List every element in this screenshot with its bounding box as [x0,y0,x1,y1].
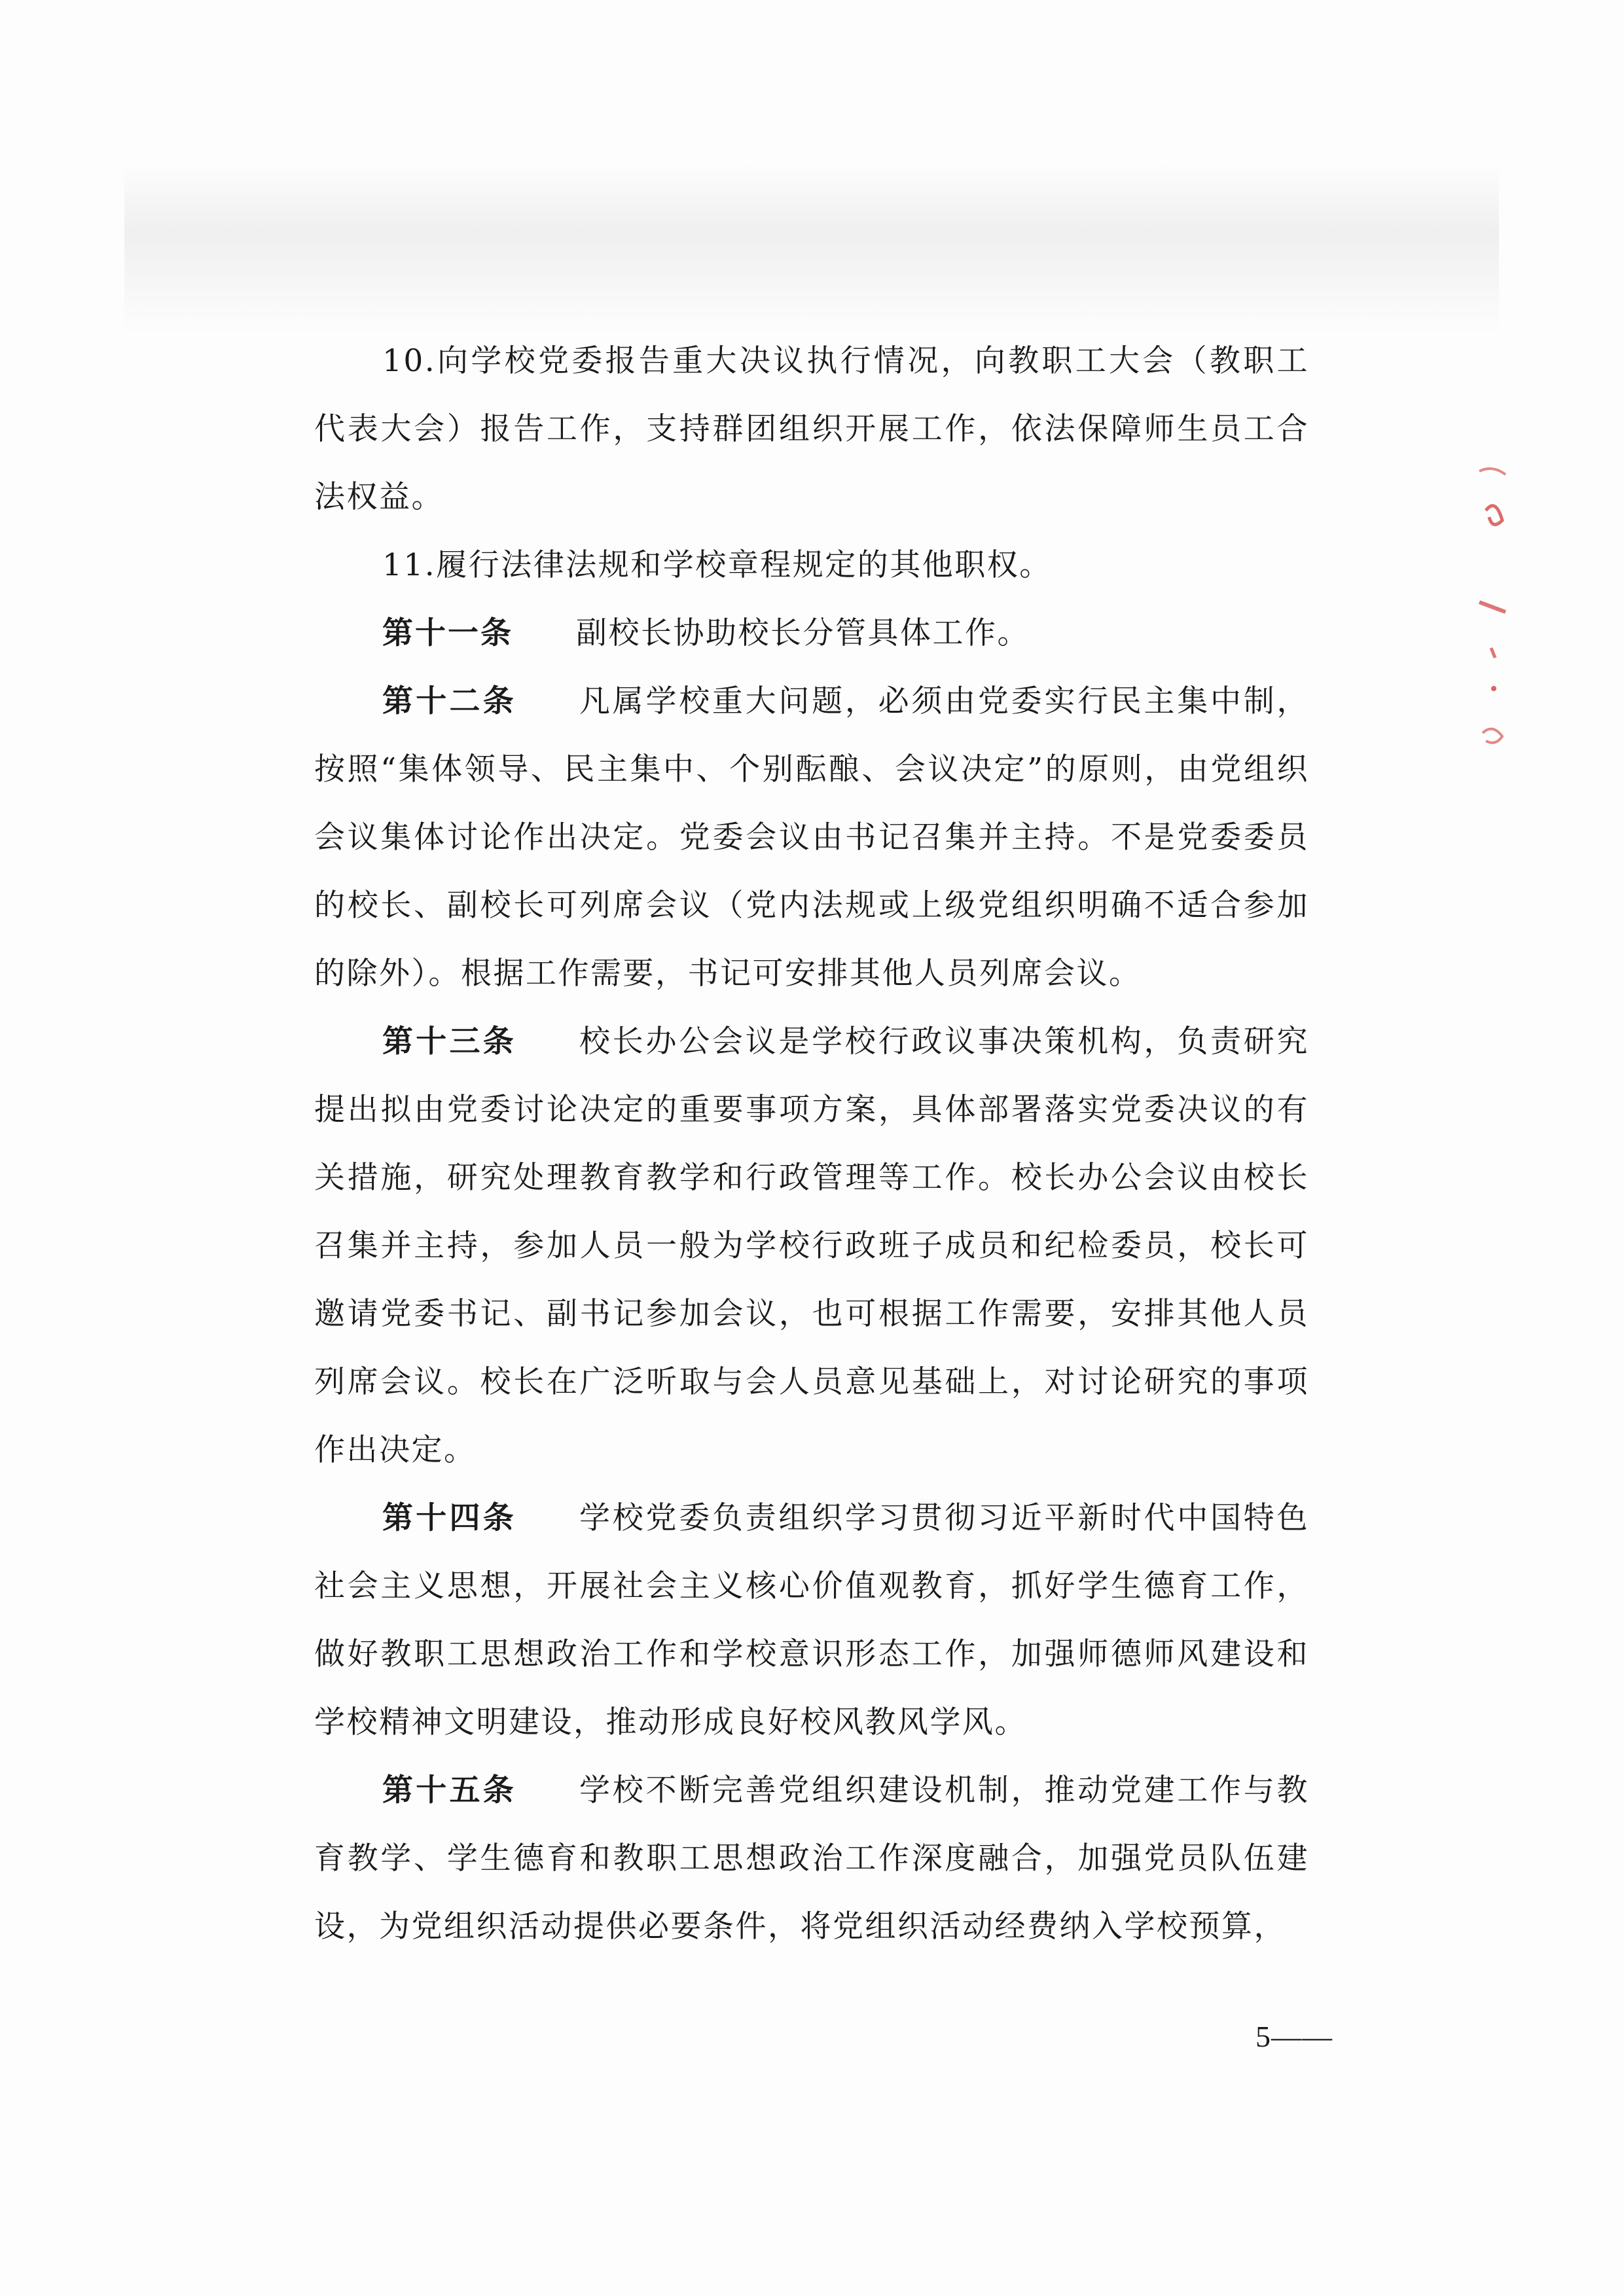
article-heading: 第十一条 [382,615,513,651]
article-13 [314,1008,1309,1484]
article-heading: 第十二条 [382,683,516,719]
article-12 [314,668,1309,1008]
paragraph-text: 11.履行法律法规和学校章程规定的其他职权。 [382,547,1052,583]
article-heading: 第十五条 [382,1772,516,1808]
paragraph-11 [314,531,1309,600]
scan-shadow [124,164,1499,334]
page-number: 5—— [1255,2020,1333,2053]
paragraph-text: 10.向学校党委报告重大决议执行情况，向教职工大会（教职工代表大会）报告工作，支持群团组织开展工作，依法保障师生员工合法权益。 [314,343,1309,515]
article-heading: 第十四条 [382,1500,516,1536]
paragraph-10 [314,327,1309,531]
article-text: 校长办公会议是学校行政议事决策机构，负责研究提出拟由党委讨论决定的重要事项方案，具体部署落实党委决议的有关措施，研究处理教育教学和行政管理等工作。校长办公会议由校长召集并主持，参加人员一般为学校行政班子成员和纪检委员，校长可邀请党委书记、副书记参加会议，也可根据工作需要，安排其他人员列席会议。校长在广泛听取与会人员意见基础上，对讨论研究的事项作出决定。 [314,1024,1310,1468]
article-text: 凡属学校重大问题，必须由党委实行民主集中制，按照“集体领导、民主集中、个别酝酿、会议决定”的原则，由党组织会议集体讨论作出决定。党委会议由书记召集并主持。不是党委委员的校长、副校长可列席会议（党内法规或上级党组织明确不适合参加的除外）。根据工作需要，书记可安排其他人员列席会议。 [314,683,1310,992]
seal-edge-marks [1466,458,1519,772]
article-heading: 第十三条 [382,1024,516,1060]
article-11 [314,600,1309,668]
document-body [314,327,1309,1961]
article-text: 副校长协助校长分管具体工作。 [576,615,1030,651]
article-15 [314,1757,1309,1961]
article-text: 学校不断完善党组织建设机制，推动党建工作与教育教学、学生德育和教职工思想政治工作深度融合，加强党员队伍建设，为党组织活动提供必要条件，将党组织活动经费纳入学校预算， [314,1772,1310,1945]
article-14 [314,1484,1309,1757]
article-text: 学校党委负责组织学习贯彻习近平新时代中国特色社会主义思想，开展社会主义核心价值观教育，抓好学生德育工作，做好教职工思想政治工作和学校意识形态工作，加强师德师风建设和学校精神文明建设，推动形成良好校风教风学风。 [314,1500,1310,1740]
